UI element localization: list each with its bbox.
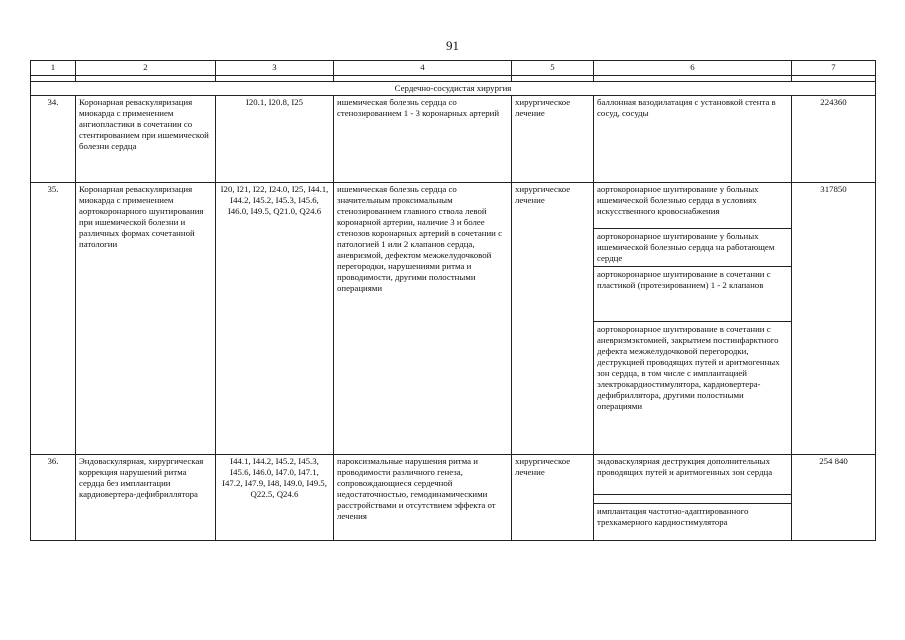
column-header: 2 xyxy=(76,61,216,76)
row-number: 34. xyxy=(31,96,76,183)
treatment-method: аортокоронарное шунтирование у больных ишемической болезнью сердца в условиях искусственного кровоснабжения xyxy=(594,184,791,229)
table-row xyxy=(31,183,876,455)
column-header: 4 xyxy=(334,61,512,76)
icd-codes: I44.1, I44.2, I45.2, I45.3, I45.6, I46.0, I47.0, I47.1, I47.2, I47.9, I48, I49.0, I49.5, Q22.5, Q24.6 xyxy=(216,455,334,541)
treatment-methods-cell xyxy=(594,455,792,541)
table-row xyxy=(31,96,876,183)
column-header: 5 xyxy=(512,61,594,76)
row-number: 35. xyxy=(31,183,76,455)
icd-codes: I20, I21, I22, I24.0, I25, I44.1, I44.2, I45.2, I45.3, I45.6, I46.0, I49.5, Q21.0, Q24.6 xyxy=(216,183,334,455)
treatment-type: хирургическое лечение xyxy=(512,455,594,541)
treatment-method: аортокоронарное шунтирование в сочетании с аневризмэктомией, закрытием постинфарктного дефекта межжелудочковой перегородки, деструкцией проводящих путей и аритмогенных зон сердца, в том числе с имплантацией электрокардиостимулятора, кардиовертера-дефибриллятора, другими полостными операциями xyxy=(597,324,780,411)
cost-value: 224360 xyxy=(792,96,876,183)
treatment-type: хирургическое лечение xyxy=(512,96,594,183)
patient-condition: пароксизмальные нарушения ритма и проводимости различного генеза, сопровождающиеся сердечной недостаточностью, гемодинамическими расстройствами и отсутствием эффекта от лечения xyxy=(334,455,512,541)
column-header: 1 xyxy=(31,61,76,76)
treatment-method: баллонная вазодилатация с установкой стента в сосуд, сосуды xyxy=(594,96,792,183)
patient-condition: ишемическая болезнь сердца со значительным проксимальным стенозированием главного ствола левой коронарной артерии, наличие 3 и более стенозов коронарных артерий в сочетании с патологией 1 или 2 клапанов сердца, аневризмой, дефектом межжелудочковой перегородки, нарушениями ритма и проводимости, другими полостными операциями xyxy=(334,183,512,455)
service-name: Коронарная реваскуляризация миокарда с применением аортокоронарного шунтирования при ишемической болезни и различных формах сочетанной патологии xyxy=(76,183,216,455)
column-header-row xyxy=(31,61,876,76)
treatment-method: аортокоронарное шунтирование в сочетании с пластикой (протезированием) 1 - 2 клапанов xyxy=(594,267,791,322)
service-name: Эндоваскулярная, хирургическая коррекция нарушений ритма сердца без имплантации кардиовертера-дефибриллятора xyxy=(76,455,216,541)
cost-value: 254 840 xyxy=(792,455,876,541)
icd-codes: I20.1, I20.8, I25 xyxy=(216,96,334,183)
treatment-method: аортокоронарное шунтирование у больных ишемической болезнью сердца на работающем сердце xyxy=(594,229,791,267)
column-header: 6 xyxy=(594,61,792,76)
table-row xyxy=(31,455,876,541)
section-row xyxy=(31,82,876,96)
method-divider xyxy=(594,495,791,504)
treatment-method: имплантация частотно-адаптированного трехкамерного кардиостимулятора xyxy=(597,506,749,527)
row-number: 36. xyxy=(31,455,76,541)
treatment-methods-cell xyxy=(594,183,792,455)
patient-condition: ишемическая болезнь сердца со стенозированием 1 - 3 коронарных артерий xyxy=(334,96,512,183)
treatment-method: эндоваскулярная деструкция дополнительных проводящих путей и аритмогенных зон сердца xyxy=(594,456,791,495)
column-header: 3 xyxy=(216,61,334,76)
service-name: Коронарная реваскуляризация миокарда с применением ангиопластики в сочетании со стентированием при ишемической болезни сердца xyxy=(76,96,216,183)
section-title: Сердечно-сосудистая хирургия xyxy=(31,82,876,96)
page-number: 91 xyxy=(446,38,459,53)
treatment-type: хирургическое лечение xyxy=(512,183,594,455)
column-header: 7 xyxy=(792,61,876,76)
services-table xyxy=(30,60,876,541)
cost-value: 317850 xyxy=(792,183,876,455)
